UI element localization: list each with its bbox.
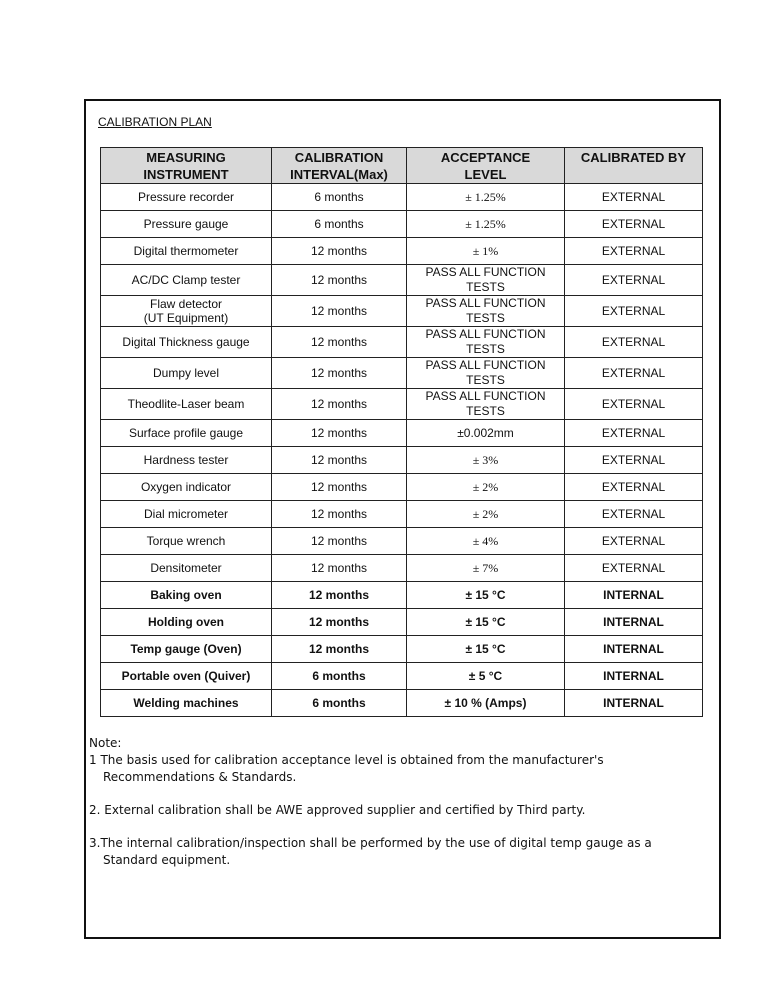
table-row — [101, 663, 703, 690]
cell-interval: 6 months — [272, 663, 407, 690]
cell-calibrated-by: INTERNAL — [565, 636, 703, 663]
table-row — [101, 528, 703, 555]
table-row — [101, 447, 703, 474]
table-row — [101, 555, 703, 582]
cell-acceptance: ± 2% — [407, 474, 565, 501]
table-row — [101, 474, 703, 501]
table-header-row — [101, 148, 703, 184]
cell-instrument: Pressure recorder — [101, 184, 272, 211]
table-row — [101, 358, 703, 389]
header-calibrated-by: CALIBRATED BY — [565, 148, 703, 184]
cell-calibrated-by: EXTERNAL — [565, 420, 703, 447]
cell-calibrated-by: EXTERNAL — [565, 501, 703, 528]
cell-calibrated-by: EXTERNAL — [565, 528, 703, 555]
cell-acceptance: ± 10 % (Amps) — [407, 690, 565, 717]
note-2: 2. External calibration shall be AWE approved supplier and certified by Third party. — [89, 803, 586, 817]
table-row — [101, 609, 703, 636]
cell-calibrated-by: EXTERNAL — [565, 296, 703, 327]
notes-section — [89, 735, 709, 869]
cell-instrument: Baking oven — [101, 582, 272, 609]
cell-interval: 12 months — [272, 636, 407, 663]
cell-calibrated-by: EXTERNAL — [565, 389, 703, 420]
table-row — [101, 238, 703, 265]
cell-acceptance: ± 15 °C — [407, 609, 565, 636]
cell-instrument: Holding oven — [101, 609, 272, 636]
cell-acceptance: ± 1% — [407, 238, 565, 265]
cell-calibrated-by: EXTERNAL — [565, 184, 703, 211]
cell-acceptance: ± 2% — [407, 501, 565, 528]
cell-calibrated-by: EXTERNAL — [565, 358, 703, 389]
cell-instrument: Pressure gauge — [101, 211, 272, 238]
header-acceptance: ACCEPTANCE LEVEL — [407, 148, 565, 184]
cell-instrument: Temp gauge (Oven) — [101, 636, 272, 663]
cell-interval: 12 months — [272, 447, 407, 474]
cell-interval: 6 months — [272, 184, 407, 211]
cell-instrument: Theodlite-Laser beam — [101, 389, 272, 420]
table-row — [101, 636, 703, 663]
cell-acceptance: ± 4% — [407, 528, 565, 555]
table-row — [101, 501, 703, 528]
cell-acceptance: ±0.002mm — [407, 420, 565, 447]
cell-interval: 12 months — [272, 555, 407, 582]
table-row — [101, 296, 703, 327]
cell-interval: 12 months — [272, 358, 407, 389]
cell-acceptance: ± 15 °C — [407, 582, 565, 609]
plan-title: CALIBRATION PLAN — [98, 115, 212, 129]
cell-calibrated-by: EXTERNAL — [565, 238, 703, 265]
cell-interval: 6 months — [272, 690, 407, 717]
note-1-line-1: 1 The basis used for calibration acceptance level is obtained from the manufacturer's — [89, 753, 604, 767]
cell-acceptance: PASS ALL FUNCTION TESTS — [407, 389, 565, 420]
cell-instrument: Digital thermometer — [101, 238, 272, 265]
cell-calibrated-by: EXTERNAL — [565, 327, 703, 358]
cell-instrument: Surface profile gauge — [101, 420, 272, 447]
cell-instrument: Torque wrench — [101, 528, 272, 555]
cell-instrument: Densitometer — [101, 555, 272, 582]
cell-interval: 12 months — [272, 474, 407, 501]
cell-instrument: AC/DC Clamp tester — [101, 265, 272, 296]
cell-interval: 12 months — [272, 420, 407, 447]
cell-calibrated-by: EXTERNAL — [565, 211, 703, 238]
cell-calibrated-by: EXTERNAL — [565, 555, 703, 582]
cell-calibrated-by: EXTERNAL — [565, 265, 703, 296]
cell-instrument: Dial micrometer — [101, 501, 272, 528]
cell-interval: 12 months — [272, 389, 407, 420]
cell-interval: 6 months — [272, 211, 407, 238]
cell-calibrated-by: INTERNAL — [565, 582, 703, 609]
cell-acceptance: PASS ALL FUNCTION TESTS — [407, 327, 565, 358]
note-3-line-2: Standard equipment. — [103, 853, 231, 867]
note-3-line-1: 3.The internal calibration/inspection shall be performed by the use of digital temp gauge as a — [89, 836, 652, 850]
cell-acceptance: ± 5 °C — [407, 663, 565, 690]
cell-acceptance: ± 1.25% — [407, 184, 565, 211]
cell-interval: 12 months — [272, 501, 407, 528]
table-row — [101, 211, 703, 238]
header-interval: CALIBRATION INTERVAL(Max) — [272, 148, 407, 184]
cell-acceptance: PASS ALL FUNCTION TESTS — [407, 265, 565, 296]
cell-instrument: Flaw detector (UT Equipment) — [101, 296, 272, 327]
cell-instrument: Digital Thickness gauge — [101, 327, 272, 358]
cell-calibrated-by: INTERNAL — [565, 609, 703, 636]
cell-interval: 12 months — [272, 582, 407, 609]
cell-instrument: Dumpy level — [101, 358, 272, 389]
cell-acceptance: ± 3% — [407, 447, 565, 474]
calibration-table — [100, 147, 703, 717]
cell-interval: 12 months — [272, 327, 407, 358]
cell-instrument: Hardness tester — [101, 447, 272, 474]
cell-instrument: Welding machines — [101, 690, 272, 717]
table-row — [101, 327, 703, 358]
cell-interval: 12 months — [272, 609, 407, 636]
cell-interval: 12 months — [272, 528, 407, 555]
cell-acceptance: ± 7% — [407, 555, 565, 582]
table-row — [101, 389, 703, 420]
cell-instrument: Oxygen indicator — [101, 474, 272, 501]
cell-instrument: Portable oven (Quiver) — [101, 663, 272, 690]
cell-calibrated-by: EXTERNAL — [565, 474, 703, 501]
note-1-line-2: Recommendations & Standards. — [103, 770, 297, 784]
cell-calibrated-by: INTERNAL — [565, 690, 703, 717]
cell-acceptance: PASS ALL FUNCTION TESTS — [407, 358, 565, 389]
cell-interval: 12 months — [272, 296, 407, 327]
cell-calibrated-by: EXTERNAL — [565, 447, 703, 474]
cell-interval: 12 months — [272, 238, 407, 265]
cell-acceptance: PASS ALL FUNCTION TESTS — [407, 296, 565, 327]
table-row — [101, 582, 703, 609]
table-row — [101, 184, 703, 211]
notes-heading: Note: — [89, 736, 122, 750]
table-row — [101, 690, 703, 717]
cell-interval: 12 months — [272, 265, 407, 296]
table-row — [101, 265, 703, 296]
table-row — [101, 420, 703, 447]
header-instrument: MEASURING INSTRUMENT — [101, 148, 272, 184]
cell-acceptance: ± 1.25% — [407, 211, 565, 238]
cell-calibrated-by: INTERNAL — [565, 663, 703, 690]
cell-acceptance: ± 15 °C — [407, 636, 565, 663]
